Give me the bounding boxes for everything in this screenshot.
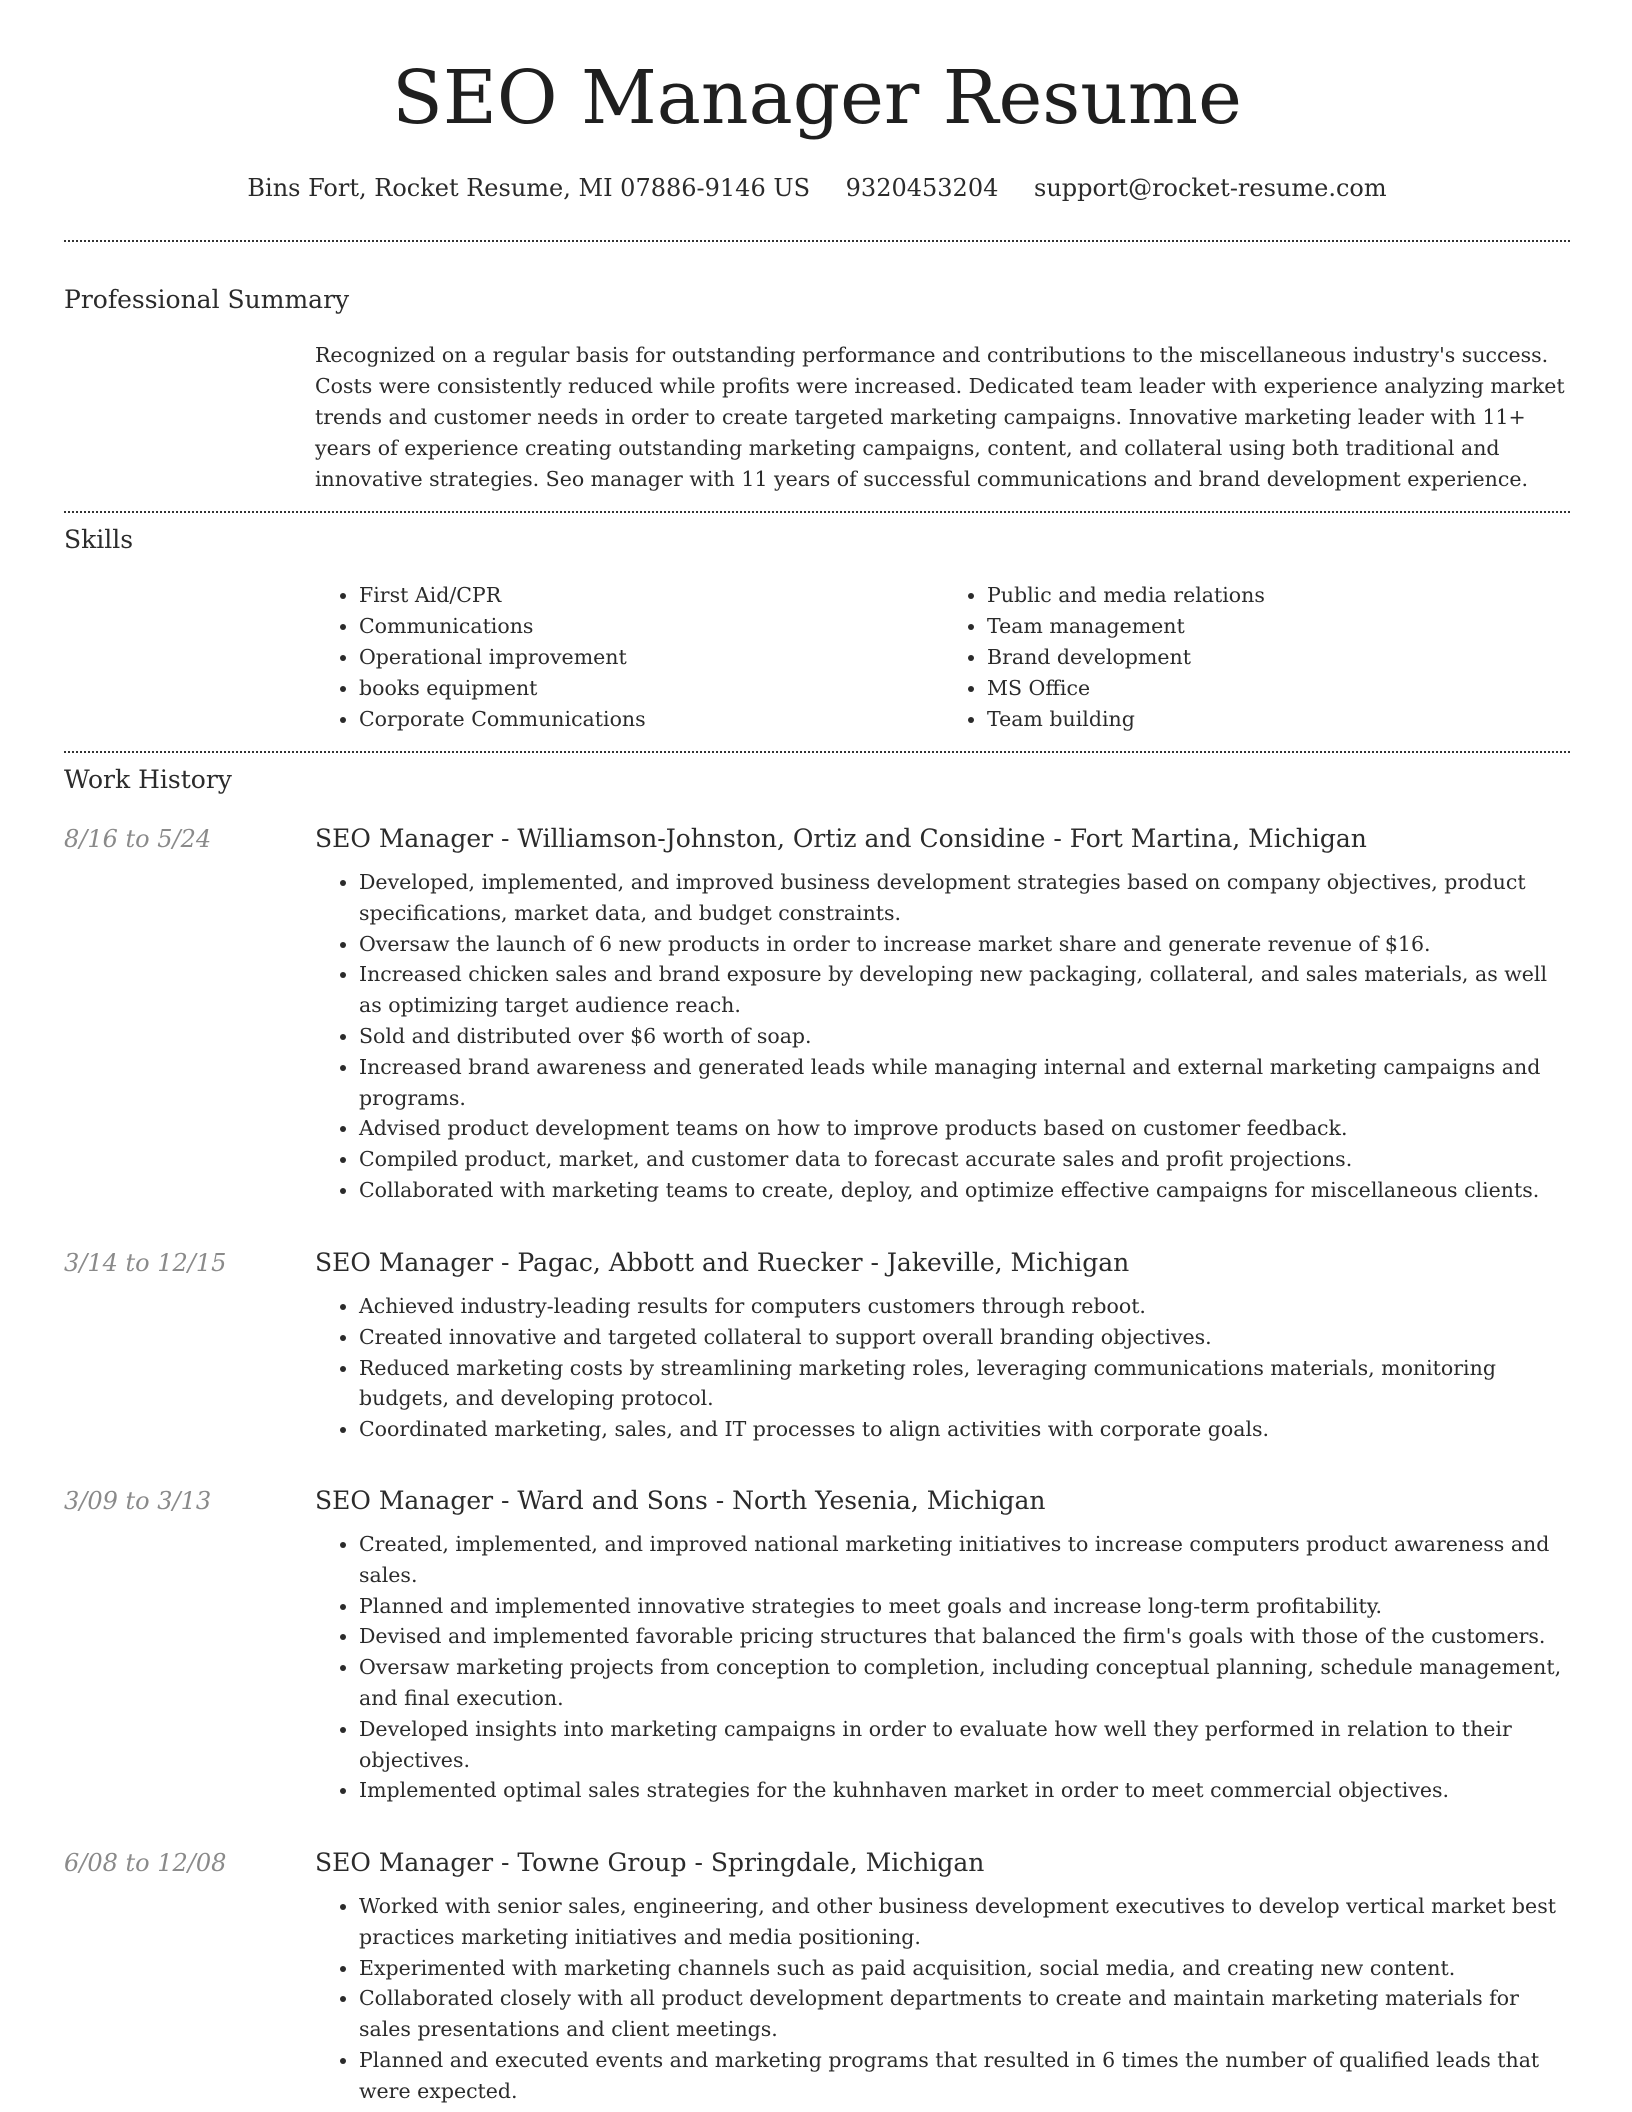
- skill-item: • Public and media relations: [987, 580, 1571, 611]
- job-dates: 8/16 to 5/24: [64, 825, 212, 853]
- list-item: • Advised product development teams on how to improve products based on customer feedback.: [359, 1113, 1571, 1144]
- job-bullets: [315, 867, 1571, 1206]
- job-dates: 3/09 to 3/13: [64, 1487, 212, 1515]
- job-bullets: [315, 1291, 1571, 1445]
- job-title: SEO Manager - Williamson-Johnston, Ortiz and Considine - Fort Martina, Michigan: [315, 824, 1367, 853]
- job-title: SEO Manager - Pagac, Abbott and Ruecker - Jakeville, Michigan: [315, 1248, 1130, 1277]
- list-item: • Implemented optimal sales strategies for the kuhnhaven market in order to meet commercial objectives.: [359, 1775, 1571, 1806]
- phone: 9320453204: [845, 174, 999, 202]
- summary-text: Recognized on a regular basis for outstanding performance and contributions to the miscellaneous industry's success. Costs were consistently reduced while profits were increased. Dedicated team leader with experience analyzing market trends and customer needs in order to create targeted marketing campaigns. Innovative marketing leader with 11+ years of experience creating outstanding marketing campaigns, content, and collateral using both traditional and innovative strategies. Seo manager with 11 years of successful communications and brand development experience.: [315, 343, 1565, 491]
- divider: [64, 511, 1570, 513]
- list-item: • Experimented with marketing channels such as paid acquisition, social media, and creating new content.: [359, 1953, 1571, 1984]
- skill-item: • Team management: [987, 611, 1571, 642]
- contact-line: [64, 168, 1570, 208]
- list-item: • Created, implemented, and improved national marketing initiatives to increase computers product awareness and sales.: [359, 1529, 1571, 1591]
- skill-item: • books equipment: [359, 673, 943, 704]
- list-item: • Coordinated marketing, sales, and IT processes to align activities with corporate goals.: [359, 1414, 1571, 1445]
- list-item: • Oversaw marketing projects from conception to completion, including conceptual planning, schedule management, and final execution.: [359, 1652, 1571, 1714]
- job-dates: 3/14 to 12/15: [64, 1249, 227, 1277]
- summary-heading: Professional Summary: [64, 285, 350, 314]
- job-title: SEO Manager - Ward and Sons - North Yesenia, Michigan: [315, 1486, 1046, 1515]
- resume-title: SEO Manager Resume: [392, 55, 1242, 141]
- list-item: • Collaborated closely with all product development departments to create and maintain marketing materials for sales presentations and client meetings.: [359, 1983, 1571, 2045]
- list-item: • Created innovative and targeted collateral to support overall branding objectives.: [359, 1322, 1571, 1353]
- list-item: • Achieved industry-leading results for computers customers through reboot.: [359, 1291, 1571, 1322]
- list-item: • Compiled product, market, and customer data to forecast accurate sales and profit projections.: [359, 1144, 1571, 1175]
- work-history-heading: Work History: [64, 765, 232, 794]
- list-item: • Planned and executed events and marketing programs that resulted in 6 times the number of qualified leads that were expected.: [359, 2045, 1571, 2107]
- skill-item: • Team building: [987, 704, 1571, 735]
- skill-item: • Corporate Communications: [359, 704, 943, 735]
- divider: [64, 240, 1570, 242]
- list-item: • Oversaw the launch of 6 new products in order to increase market share and generate revenue of $16.: [359, 929, 1571, 960]
- list-item: • Collaborated with marketing teams to create, deploy, and optimize effective campaigns for miscellaneous clients.: [359, 1175, 1571, 1206]
- divider: [64, 751, 1570, 753]
- skills-column-right: [943, 580, 1571, 735]
- skill-item: • Operational improvement: [359, 642, 943, 673]
- address: Bins Fort, Rocket Resume, MI 07886-9146 US: [247, 174, 811, 202]
- skill-item: • First Aid/CPR: [359, 580, 943, 611]
- list-item: • Increased brand awareness and generated leads while managing internal and external marketing campaigns and programs.: [359, 1052, 1571, 1114]
- job-bullets: [315, 1529, 1571, 1806]
- skills-column-left: [315, 580, 943, 735]
- skill-item: • Communications: [359, 611, 943, 642]
- skills-list: [315, 580, 1571, 735]
- list-item: • Increased chicken sales and brand exposure by developing new packaging, collateral, and sales materials, as well as optimizing target audience reach.: [359, 959, 1571, 1021]
- email: support@rocket-resume.com: [1034, 174, 1387, 202]
- job-title: SEO Manager - Towne Group - Springdale, Michigan: [315, 1848, 985, 1877]
- job-dates: 6/08 to 12/08: [64, 1849, 227, 1877]
- list-item: • Sold and distributed over $6 worth of soap.: [359, 1021, 1571, 1052]
- skills-heading: Skills: [64, 525, 134, 554]
- list-item: • Planned and implemented innovative strategies to meet goals and increase long-term profitability.: [359, 1591, 1571, 1622]
- job-bullets: [315, 1891, 1571, 2107]
- list-item: • Reduced marketing costs by streamlining marketing roles, leveraging communications materials, monitoring budgets, and developing protocol.: [359, 1353, 1571, 1415]
- list-item: • Developed, implemented, and improved business development strategies based on company objectives, product specifications, market data, and budget constraints.: [359, 867, 1571, 929]
- list-item: • Devised and implemented favorable pricing structures that balanced the firm's goals with those of the customers.: [359, 1621, 1571, 1652]
- skill-item: • MS Office: [987, 673, 1571, 704]
- list-item: • Worked with senior sales, engineering, and other business development executives to develop vertical market best practices marketing initiatives and media positioning.: [359, 1891, 1571, 1953]
- skill-item: • Brand development: [987, 642, 1571, 673]
- list-item: • Developed insights into marketing campaigns in order to evaluate how well they performed in relation to their objectives.: [359, 1714, 1571, 1776]
